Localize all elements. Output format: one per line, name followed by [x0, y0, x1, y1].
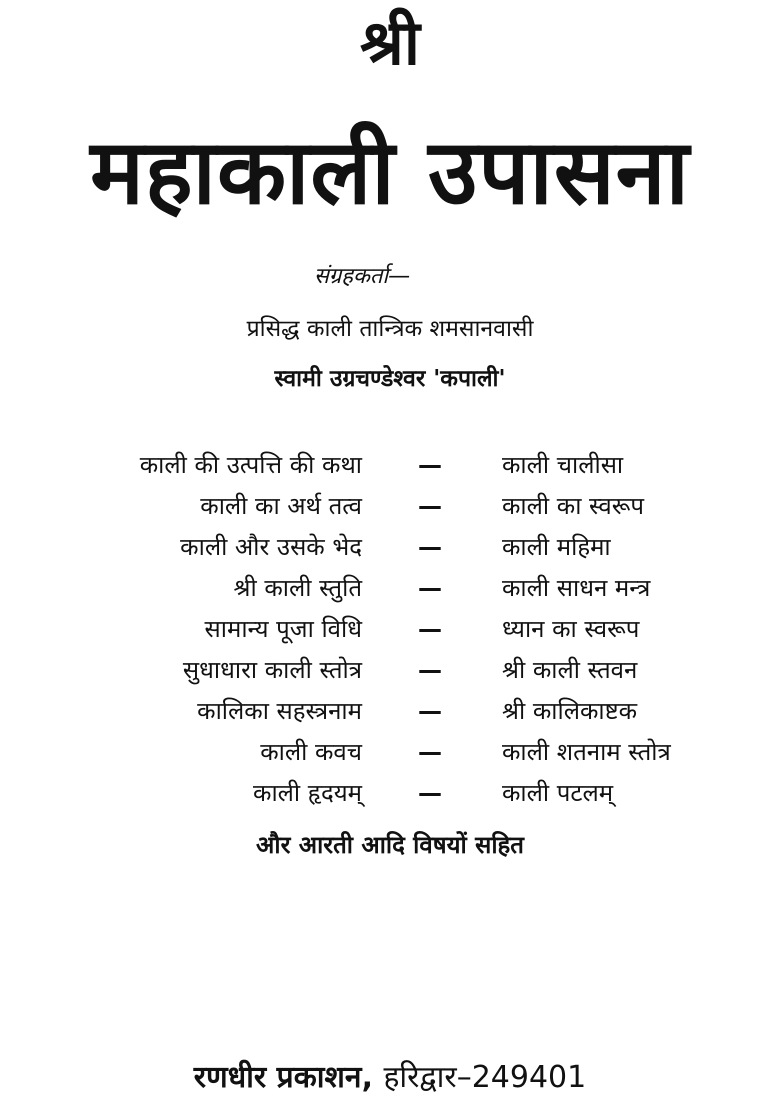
topic-row	[0, 487, 780, 528]
topic-left: काली और उसके भेद	[180, 533, 362, 561]
topic-separator: —	[418, 574, 442, 602]
compiler-description: प्रसिद्ध काली तान्त्रिक शमसानवासी	[246, 316, 534, 342]
compiler-name: स्वामी उग्रचण्डेश्वर 'कपाली'	[274, 366, 506, 392]
shri-heading: श्री	[360, 6, 420, 79]
topic-separator: —	[418, 615, 442, 643]
publisher-place: हरिद्वार–249401	[383, 1060, 587, 1095]
topic-separator: —	[418, 779, 442, 807]
topic-separator: —	[418, 656, 442, 684]
topic-separator: —	[418, 738, 442, 766]
topic-separator: —	[418, 697, 442, 725]
topic-right: काली पटलम्	[502, 779, 614, 807]
topic-separator: —	[418, 451, 442, 479]
topic-row	[0, 610, 780, 651]
topic-row	[0, 446, 780, 487]
topic-left: काली की उत्पत्ति की कथा	[139, 451, 362, 479]
topics-list	[0, 446, 780, 815]
topics-footer: और आरती आदि विषयों सहित	[256, 831, 524, 859]
topic-separator: —	[418, 533, 442, 561]
topic-right: काली साधन मन्त्र	[502, 574, 651, 602]
topic-right: श्री काली स्तवन	[502, 656, 638, 684]
topic-left: श्री काली स्तुति	[233, 574, 362, 602]
compiler-label: संग्रहकर्ता—	[314, 264, 411, 289]
publisher-line	[0, 1058, 780, 1098]
topic-left: सुधाधारा काली स्तोत्र	[182, 656, 362, 684]
topic-separator: —	[418, 492, 442, 520]
book-title: महाकाली उपासना	[90, 120, 690, 225]
topic-left: काली हृदयम्	[253, 779, 362, 807]
topic-left: काली कवच	[260, 738, 362, 766]
topic-row	[0, 774, 780, 815]
topic-row	[0, 692, 780, 733]
topic-left: कालिका सहस्त्रनाम	[197, 697, 362, 725]
topic-row	[0, 733, 780, 774]
topic-row	[0, 651, 780, 692]
topic-right: काली का स्वरूप	[502, 492, 645, 520]
topic-right: काली शतनाम स्तोत्र	[502, 738, 671, 766]
topic-right: श्री कालिकाष्टक	[502, 697, 638, 725]
topic-left: काली का अर्थ तत्व	[200, 492, 362, 520]
topic-right: काली चालीसा	[502, 451, 624, 479]
topic-row	[0, 528, 780, 569]
topic-left: सामान्य पूजा विधि	[204, 615, 362, 643]
publisher-name: रणधीर प्रकाशन,	[193, 1060, 373, 1095]
topic-right: काली महिमा	[502, 533, 611, 561]
topic-row	[0, 569, 780, 610]
topic-right: ध्यान का स्वरूप	[502, 615, 640, 643]
